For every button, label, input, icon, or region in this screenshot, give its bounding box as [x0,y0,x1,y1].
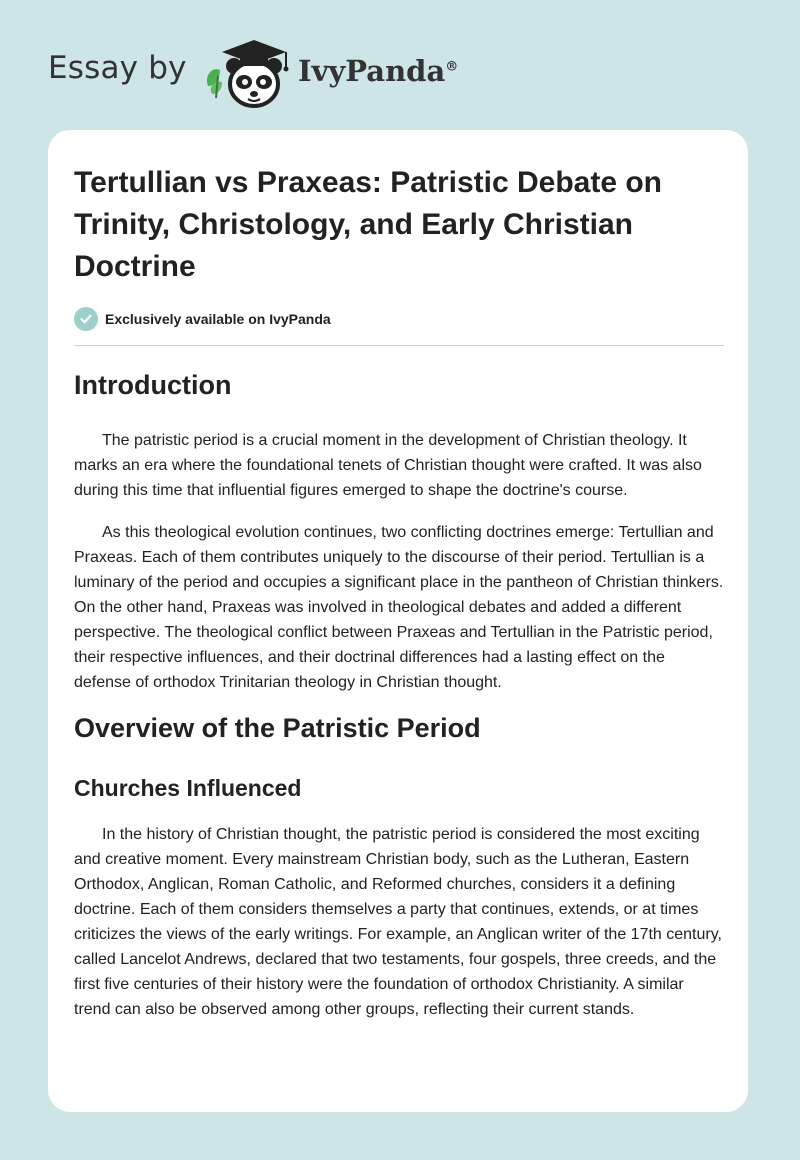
brand-prefix: Essay by [48,50,187,86]
brand-name [298,54,458,88]
essay-card [48,130,748,1112]
paragraph: As this theological evolution continues, two conflicting doctrines emerge: Tertullian and Praxeas. Each of them contributes uniquely to the discourse of their period. Tertullian is a luminary of the period and occupies a significant place in the pantheon of Christian thinkers. On the other hand, Praxeas was involved in theological debates and added a different perspective. The theological conflict between Praxeas and Tertullian in the Patristic period, their respective influences, and their doctrinal differences had a lasting effect on the defense of orthodox Trinitarian theology in Christian thought. [74,524,724,691]
essay-title: Tertullian vs Praxeas: Patristic Debate on Trinity, Christology, and Early Christian Doctrine [74,166,663,283]
paragraph: The patristic period is a crucial moment in the development of Christian theology. It marks an era where the foundational tenets of Christian thought were crafted. It was also during this time that influential figures emerged to shape the doctrine's course. [74,432,702,499]
paragraph: In the history of Christian thought, the patristic period is considered the most exciting and creative moment. Every mainstream Christian body, such as the Lutheran, Eastern Orthodox, Anglican, Roman Catholic, and Reformed churches, considers it a defining doctrine. Each of them considers themselves a party that continues, extends, or at times criticizes the views of the early writings. For example, an Anglican writer of the 17th century, called Lancelot Andrews, declared that two testaments, four gospels, three creeds, and the first five centuries of their history were the foundation of orthodox Christianity. A similar trend can also be observed among other groups, reflecting their current stands. [74,826,722,1018]
section-heading-introduction: Introduction [74,370,232,400]
exclusive-badge [74,306,331,332]
registered-mark: ® [445,59,459,75]
panda-logo-icon [202,36,298,110]
subheading-churches-influenced: Churches Influenced [74,775,302,801]
section-heading-overview: Overview of the Patristic Period [74,713,481,743]
check-circle-icon [74,307,98,331]
brand-header [48,34,468,110]
exclusive-badge-label: Exclusively available on IvyPanda [105,311,331,327]
brand-name-text: IvyPanda [298,54,446,88]
title-divider [74,345,724,346]
